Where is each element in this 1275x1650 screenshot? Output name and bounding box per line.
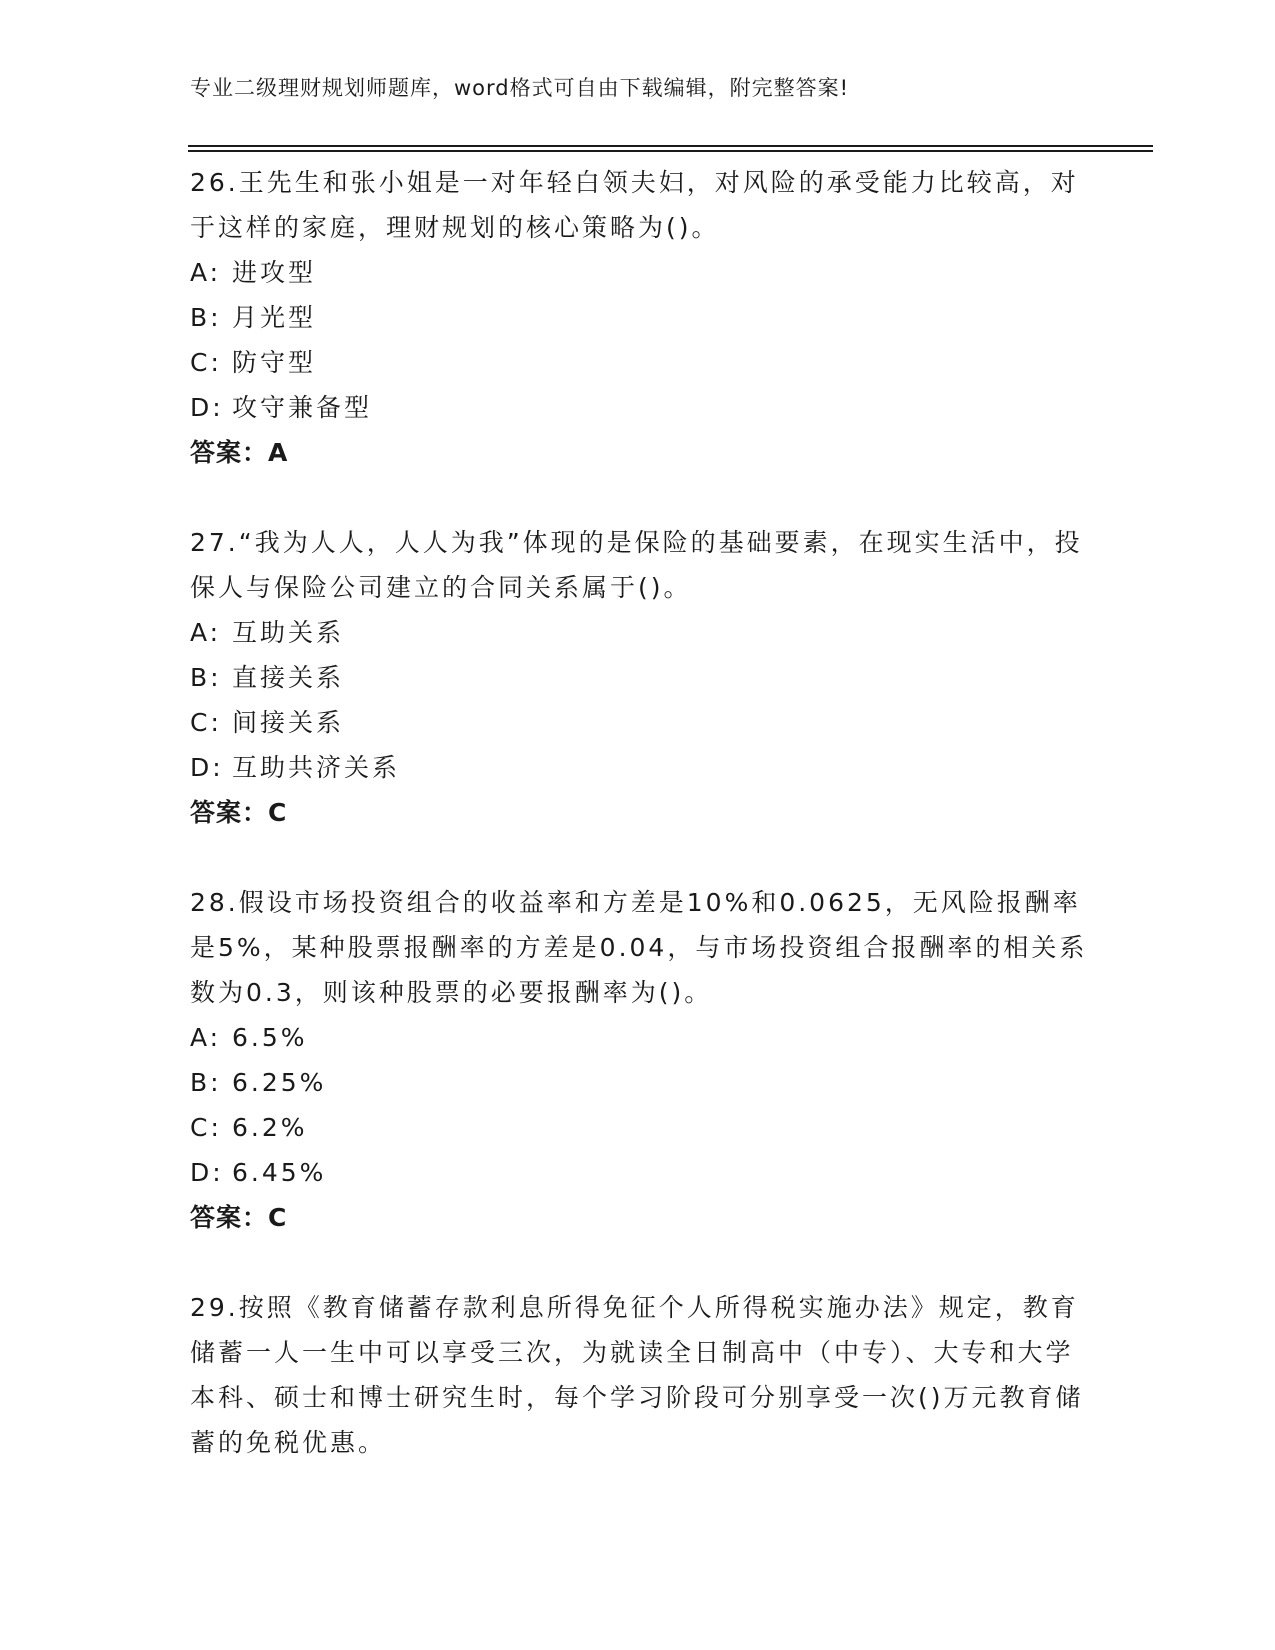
question-list	[190, 160, 1090, 1465]
option-text: 防守型	[232, 348, 317, 377]
option-text: 间接关系	[232, 708, 345, 737]
header-rule-bottom	[188, 150, 1153, 152]
option-c	[190, 1105, 1090, 1150]
option-a	[190, 250, 1090, 295]
question-gap	[190, 475, 1090, 520]
header-rule-top	[188, 145, 1153, 147]
question-text: 29.按照《教育储蓄存款利息所得免征个人所得税实施办法》规定，教育储蓄一人一生中可以享受三次，为就读全日制高中（中专）、大专和大学本科、硕士和博士研究生时，每个学习阶段可分别享受一次()万元教育储蓄的免税优惠。	[190, 1293, 1084, 1457]
question-text: 28.假设市场投资组合的收益率和方差是10%和0.0625，无风险报酬率是5%，某种股票报酬率的方差是0.04，与市场投资组合报酬率的相关系数为0.3，则该种股票的必要报酬率为()。	[190, 888, 1088, 1007]
option-a	[190, 610, 1090, 655]
answer-line: 答案：C	[190, 1203, 288, 1232]
question-text: 27.“我为人人，人人为我”体现的是保险的基础要素，在现实生活中，投保人与保险公司建立的合同关系属于()。	[190, 528, 1083, 602]
option-text: 6.45%	[232, 1158, 327, 1187]
option-text: 6.2%	[232, 1113, 308, 1142]
option-key: D:	[190, 753, 224, 782]
question-29	[190, 1285, 1090, 1465]
option-key: A:	[190, 618, 222, 647]
option-text: 6.25%	[232, 1068, 327, 1097]
option-key: C:	[190, 1113, 222, 1142]
option-b	[190, 655, 1090, 700]
option-a	[190, 1015, 1090, 1060]
option-key: B:	[190, 663, 222, 692]
option-c	[190, 700, 1090, 745]
answer-line: 答案：A	[190, 438, 289, 467]
option-key: D:	[190, 1158, 224, 1187]
option-b	[190, 295, 1090, 340]
option-b	[190, 1060, 1090, 1105]
question-28	[190, 880, 1090, 1240]
option-key: B:	[190, 1068, 222, 1097]
option-text: 互助关系	[232, 618, 345, 647]
option-text: 直接关系	[232, 663, 345, 692]
page-header: 专业二级理财规划师题库，word格式可自由下载编辑，附完整答案!	[190, 76, 850, 100]
question-27	[190, 520, 1090, 835]
answer-line: 答案：C	[190, 798, 288, 827]
question-gap	[190, 1240, 1090, 1285]
option-key: C:	[190, 708, 222, 737]
question-gap	[190, 835, 1090, 880]
option-key: A:	[190, 1023, 222, 1052]
option-d	[190, 1150, 1090, 1195]
option-key: C:	[190, 348, 222, 377]
question-26	[190, 160, 1090, 475]
option-text: 互助共济关系	[232, 753, 401, 782]
option-text: 进攻型	[232, 258, 317, 287]
option-text: 攻守兼备型	[232, 393, 373, 422]
option-d	[190, 385, 1090, 430]
option-d	[190, 745, 1090, 790]
option-text: 6.5%	[232, 1023, 308, 1052]
option-text: 月光型	[232, 303, 317, 332]
option-key: D:	[190, 393, 224, 422]
option-c	[190, 340, 1090, 385]
option-key: B:	[190, 303, 222, 332]
question-text: 26.王先生和张小姐是一对年轻白领夫妇，对风险的承受能力比较高，对于这样的家庭，理财规划的核心策略为()。	[190, 168, 1079, 242]
option-key: A:	[190, 258, 222, 287]
